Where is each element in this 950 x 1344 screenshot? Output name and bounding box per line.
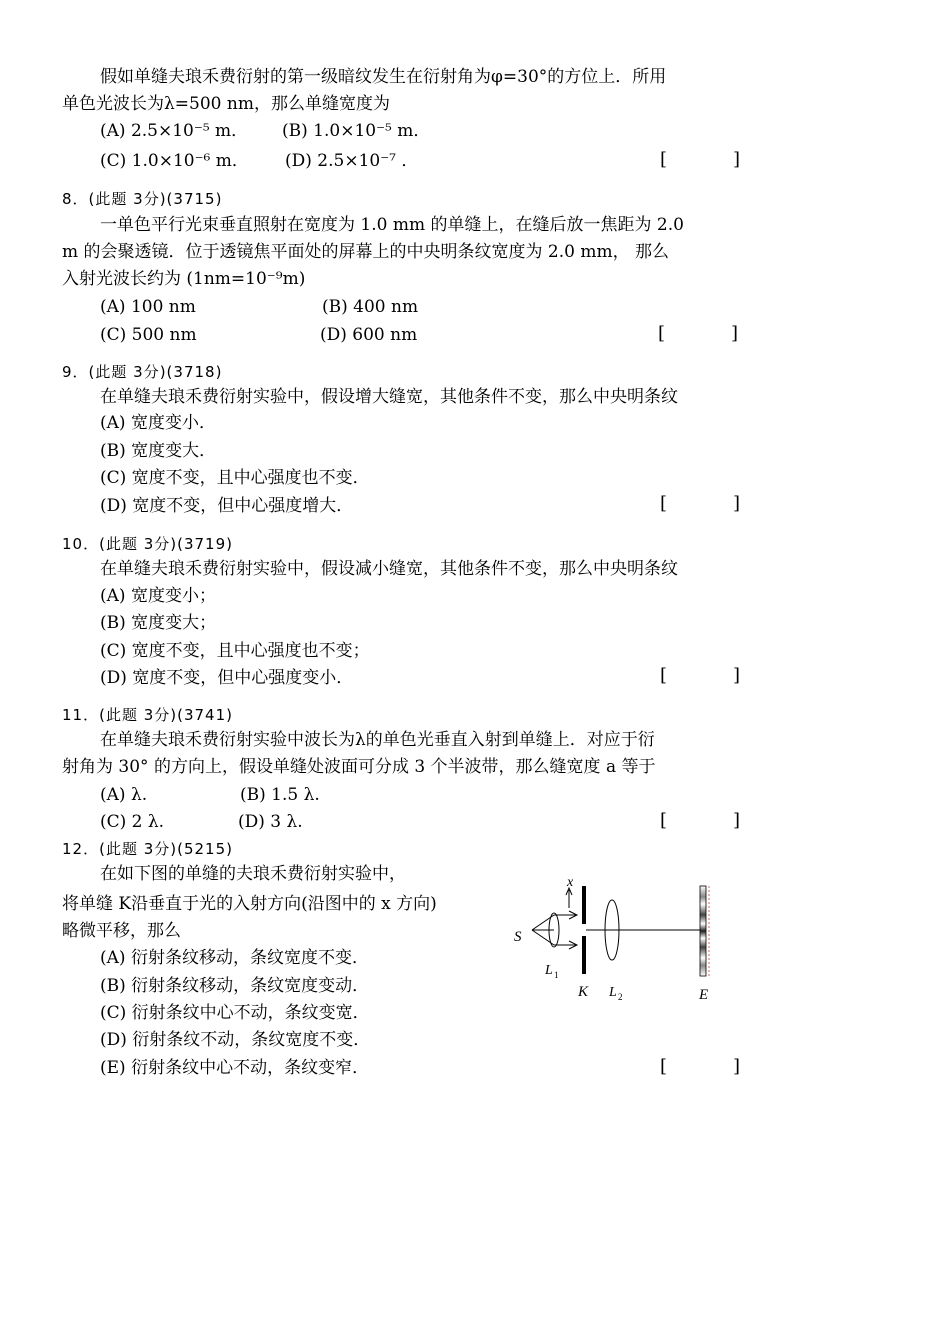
q9-stem: 在单缝夫琅禾费衍射实验中，假设增大缝宽，其他条件不变，那么中央明条纹 <box>100 387 678 407</box>
single-slit-diagram <box>506 870 726 1005</box>
label-l1: L <box>545 963 553 978</box>
label-x: x <box>567 875 574 890</box>
label-l2-subscript: 2 <box>618 992 623 1002</box>
q10-answer-bracket[interactable] <box>660 665 740 687</box>
q8-option-a: (A) 100 nm <box>100 297 196 317</box>
q8-stem-line-3: 入射光波长约为 (1nm=10⁻⁹m) <box>62 269 306 289</box>
label-e: E <box>699 987 709 1003</box>
slit-k-upper <box>582 886 586 924</box>
bracket-open: [ <box>658 323 666 344</box>
q12-option-d: (D) 衍射条纹不动，条纹宽度不变． <box>100 1030 371 1050</box>
q8-option-b: (B) 400 nm <box>322 297 419 317</box>
q9-header: 9．(此题 3分)(3718) <box>62 363 223 381</box>
q8-header: 8．(此题 3分)(3715) <box>62 190 223 208</box>
bracket-close: ] <box>730 323 738 344</box>
q10-option-d: (D) 宽度不变，但中心强度变小． <box>100 668 354 688</box>
bracket-open: [ <box>660 149 668 170</box>
q10-option-c: (C) 宽度不变，且中心强度也不变； <box>100 641 370 661</box>
q12-option-a: (A) 衍射条纹移动，条纹宽度不变． <box>100 948 369 968</box>
q11-option-c: (C) 2 λ. <box>100 812 165 832</box>
q10-stem: 在单缝夫琅禾费衍射实验中，假设减小缝宽，其他条件不变，那么中央明条纹 <box>100 559 678 579</box>
q12-stem-line-3: 略微平移，那么 <box>62 921 181 941</box>
bracket-open: [ <box>660 1056 668 1077</box>
q9-option-c: (C) 宽度不变，且中心强度也不变． <box>100 468 370 488</box>
q7-stem-line-2: 单色光波长为λ=500 nm，那么单缝宽度为 <box>62 94 390 114</box>
q12-header: 12．(此题 3分)(5215) <box>62 840 233 858</box>
q9-option-b: (B) 宽度变大． <box>100 441 217 461</box>
bracket-open: [ <box>660 493 668 514</box>
q10-option-a: (A) 宽度变小； <box>100 586 216 606</box>
q9-option-a: (A) 宽度变小． <box>100 413 216 433</box>
bracket-close: ] <box>732 665 740 686</box>
q8-option-d: (D) 600 nm <box>320 325 418 345</box>
q11-option-b: (B) 1.5 λ. <box>240 785 320 805</box>
q7-option-b: (B) 1.0×10⁻⁵ m． <box>282 121 431 141</box>
q10-header: 10．(此题 3分)(3719) <box>62 535 233 553</box>
bracket-close: ] <box>732 493 740 514</box>
bracket-close: ] <box>732 149 740 170</box>
q7-stem-line-1: 假如单缝夫琅禾费衍射的第一级暗纹发生在衍射角为φ=30°的方位上．所用 <box>100 67 667 87</box>
slit-k-lower <box>582 936 586 974</box>
q11-stem-line-1: 在单缝夫琅禾费衍射实验中波长为λ的单色光垂直入射到单缝上．对应于衍 <box>100 730 655 750</box>
q12-stem-line-1: 在如下图的单缝的夫琅禾费衍射实验中， <box>100 864 406 884</box>
q8-option-c: (C) 500 nm <box>100 325 197 345</box>
q8-stem-line-2: m 的会聚透镜．位于透镜焦平面处的屏幕上的中央明条纹宽度为 2.0 mm， 那么 <box>62 242 670 262</box>
label-l2: L <box>609 985 617 1000</box>
q9-answer-bracket[interactable] <box>660 493 740 515</box>
q11-option-a: (A) λ. <box>100 785 148 805</box>
q11-option-d: (D) 3 λ. <box>238 812 303 832</box>
q12-answer-bracket[interactable] <box>660 1056 740 1078</box>
q7-option-d: (D) 2.5×10⁻⁷ ． <box>285 151 419 171</box>
bracket-open: [ <box>660 665 668 686</box>
q9-option-d: (D) 宽度不变，但中心强度增大． <box>100 496 354 516</box>
label-l1-subscript: 1 <box>554 970 559 980</box>
q8-answer-bracket[interactable] <box>658 323 738 345</box>
screen-e <box>700 886 706 976</box>
q10-option-b: (B) 宽度变大； <box>100 613 217 633</box>
q11-header: 11．(此题 3分)(3741) <box>62 706 233 724</box>
q12-option-b: (B) 衍射条纹移动，条纹宽度变动． <box>100 976 370 996</box>
diagram-svg <box>506 870 726 1005</box>
q8-stem-line-1: 一单色平行光束垂直照射在宽度为 1.0 mm 的单缝上，在缝后放一焦距为 2.0 <box>100 215 684 235</box>
q7-option-c: (C) 1.0×10⁻⁶ m． <box>100 151 249 171</box>
bracket-close: ] <box>732 810 740 831</box>
q12-stem-line-2: 将单缝 K沿垂直于光的入射方向(沿图中的 x 方向) <box>62 894 437 914</box>
q11-stem-line-2: 射角为 30° 的方向上，假设单缝处波面可分成 3 个半波带，那么缝宽度 a 等于 <box>62 757 656 777</box>
q11-answer-bracket[interactable] <box>660 810 740 832</box>
label-k: K <box>578 984 589 1000</box>
q7-answer-bracket[interactable] <box>660 149 740 171</box>
q12-option-e: (E) 衍射条纹中心不动，条纹变窄． <box>100 1058 370 1078</box>
label-s: S <box>514 929 522 945</box>
q12-option-c: (C) 衍射条纹中心不动，条纹变宽． <box>100 1003 370 1023</box>
bracket-close: ] <box>732 1056 740 1077</box>
bracket-open: [ <box>660 810 668 831</box>
incident-rays <box>532 915 576 945</box>
q7-option-a: (A) 2.5×10⁻⁵ m． <box>100 121 249 141</box>
